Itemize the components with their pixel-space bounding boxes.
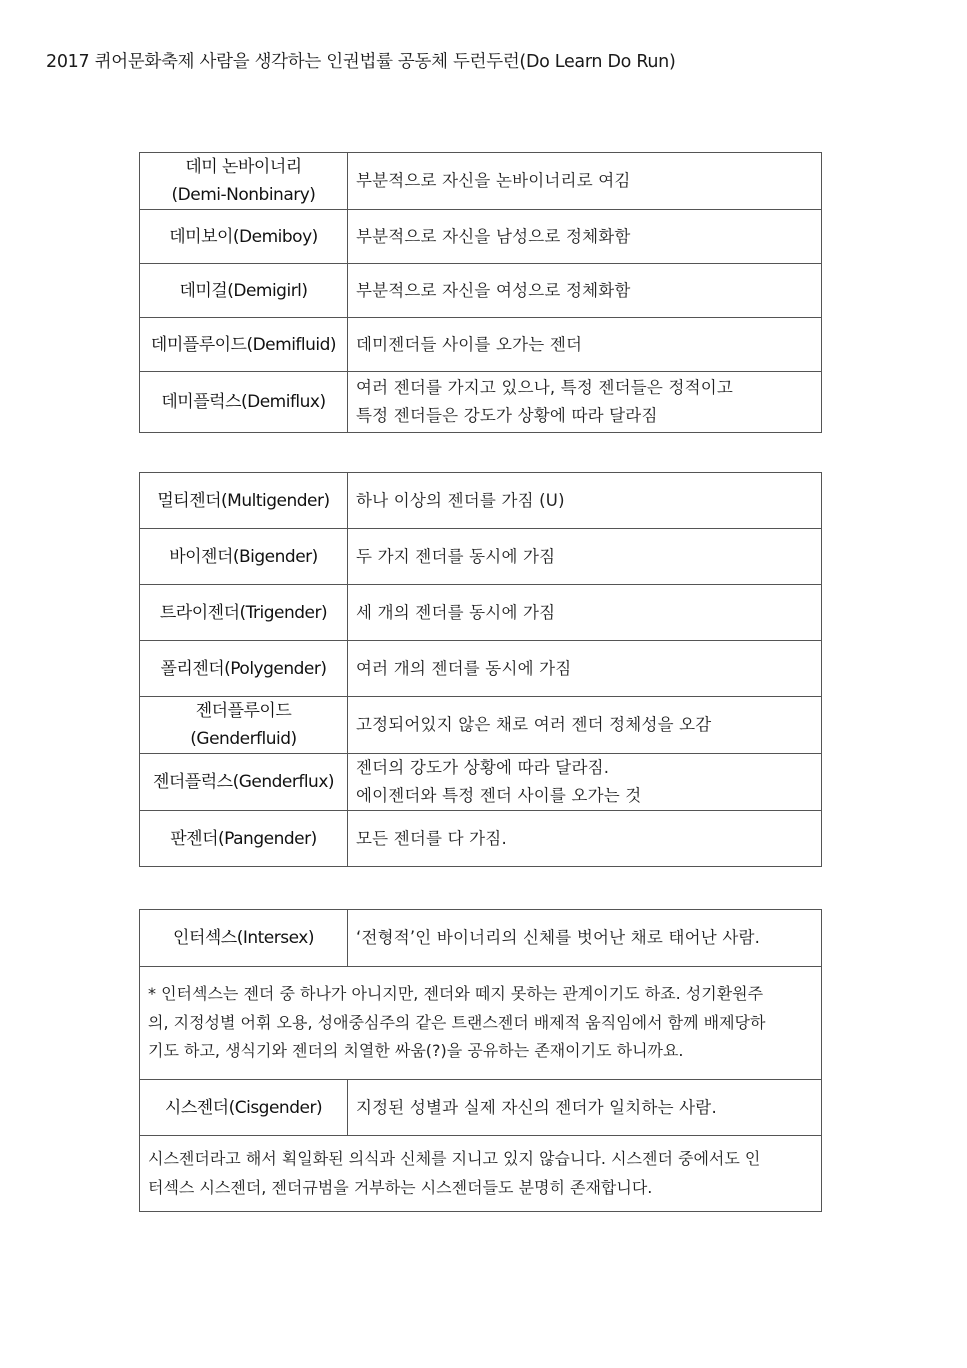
multigender-table	[139, 472, 822, 867]
definition-line: 세 개의 젠더를 동시에 가짐	[356, 602, 556, 622]
term-line: 멀티젠더(Multigender)	[157, 490, 330, 511]
definition-line: 부분적으로 자신을 논바이너리로 여김	[356, 171, 631, 190]
demigender-table	[139, 152, 822, 433]
definition-cell	[348, 754, 822, 811]
term-line: 젠더플럭스(Genderflux)	[152, 772, 335, 792]
table-row	[140, 372, 822, 433]
definition-cell	[348, 372, 822, 433]
table-row	[140, 697, 822, 754]
note-line: 시스젠더라고 해서 획일화된 의식과 신체를 지니고 있지 않습니다. 시스젠더 중에서도 인	[148, 1149, 761, 1168]
term-line: (Genderfluid)	[190, 729, 297, 749]
term-cell	[140, 529, 348, 585]
note-line: 터섹스 시스젠더, 젠더규범을 거부하는 시스젠더들도 분명히 존재합니다.	[148, 1177, 653, 1197]
term-line: 데미플럭스(Demiflux)	[161, 392, 326, 412]
term-line: 바이젠더(Bigender)	[169, 546, 318, 567]
term-cell	[140, 210, 348, 264]
definition-cell	[348, 210, 822, 264]
definition-line: 두 가지 젠더를 동시에 가짐	[356, 546, 556, 566]
term-cell	[140, 754, 348, 811]
note-line: 의, 지정성별 어휘 오용, 성애중심주의 같은 트랜스젠더 배제적 움직임에서 함께 배제당하	[148, 1012, 766, 1032]
table-row	[140, 910, 822, 967]
definition-line: 여러 젠더를 가지고 있으나, 특정 젠더들은 정적이고	[356, 378, 734, 397]
table-row	[140, 264, 822, 318]
term-cell	[140, 641, 348, 697]
term-cell	[140, 264, 348, 318]
definition-line: 젠더의 강도가 상황에 따라 달라짐.	[356, 758, 610, 777]
definition-line: 부분적으로 자신을 여성으로 정체화함	[356, 280, 631, 300]
definition-cell	[348, 318, 822, 372]
definition-cell	[348, 264, 822, 318]
table-row	[140, 153, 822, 210]
note-row	[140, 1136, 822, 1212]
table-row	[140, 811, 822, 867]
term-cell	[140, 585, 348, 641]
definition-cell	[348, 910, 822, 967]
definition-line: ‘전형적’인 바이너리의 신체를 벗어난 채로 태어난 사람.	[356, 928, 761, 947]
definition-line: 부분적으로 자신을 남성으로 정체화함	[356, 226, 631, 246]
definition-cell	[348, 641, 822, 697]
table-row	[140, 318, 822, 372]
note-row	[140, 967, 822, 1080]
term-line: 데미플루이드(Demifluid)	[150, 334, 337, 355]
term-cell	[140, 811, 348, 867]
intersex-note	[140, 967, 822, 1080]
term-line: 트라이젠더(Trigender)	[159, 602, 328, 623]
definition-cell	[348, 153, 822, 210]
definition-cell	[348, 1080, 822, 1136]
definition-line: 고정되어있지 않은 채로 여러 젠더 정체성을 오감	[356, 715, 712, 734]
term-line: 폴리젠더(Polygender)	[160, 658, 327, 679]
term-line: (Demi-Nonbinary)	[171, 185, 316, 205]
term-line: 데미보이(Demiboy)	[169, 226, 318, 247]
cisgender-note	[140, 1136, 822, 1212]
term-cell	[140, 153, 348, 210]
term-line: 데미걸(Demigirl)	[179, 280, 308, 301]
definition-line: 데미젠더들 사이를 오가는 젠더	[356, 334, 583, 354]
definition-line: 에이젠더와 특정 젠더 사이를 오가는 것	[356, 786, 642, 805]
note-line: 기도 하고, 생식기와 젠더의 치열한 싸움(?)을 공유하는 존재이기도 하니까요.	[148, 1041, 684, 1061]
term-cell	[140, 318, 348, 372]
term-cell	[140, 697, 348, 754]
definition-line: 하나 이상의 젠더를 가짐 (U)	[356, 490, 565, 510]
definition-cell	[348, 811, 822, 867]
table-row	[140, 1080, 822, 1136]
term-cell	[140, 910, 348, 967]
intersex-cisgender-table	[139, 909, 822, 1212]
table-row	[140, 473, 822, 529]
definition-cell	[348, 473, 822, 529]
definition-line: 특정 젠더들은 강도가 상황에 따라 달라짐	[356, 406, 658, 425]
table-row	[140, 641, 822, 697]
definition-line: 모든 젠더를 다 가짐.	[356, 828, 507, 848]
table-row	[140, 585, 822, 641]
term-cell	[140, 372, 348, 433]
definition-line: 여러 개의 젠더를 동시에 가짐	[356, 658, 572, 678]
definition-cell	[348, 529, 822, 585]
table-row	[140, 210, 822, 264]
term-line: 젠더플루이드	[195, 701, 292, 721]
term-line: 판젠더(Pangender)	[170, 828, 317, 849]
term-cell	[140, 473, 348, 529]
page-header: 2017 퀴어문화축제 사람을 생각하는 인권법률 공동체 두런두런(Do Learn Do Run)	[46, 52, 676, 72]
term-line: 시스젠더(Cisgender)	[164, 1097, 323, 1118]
definition-line: 지정된 성별과 실제 자신의 젠더가 일치하는 사람.	[356, 1097, 717, 1117]
term-line: 데미 논바이너리	[185, 157, 302, 177]
table-row	[140, 529, 822, 585]
note-line: * 인터섹스는 젠더 중 하나가 아니지만, 젠더와 떼지 못하는 관계이기도 하죠. 성기환원주	[148, 984, 764, 1004]
term-line: 인터섹스(Intersex)	[173, 928, 314, 948]
definition-cell	[348, 585, 822, 641]
definition-cell	[348, 697, 822, 754]
table-row	[140, 754, 822, 811]
term-cell	[140, 1080, 348, 1136]
